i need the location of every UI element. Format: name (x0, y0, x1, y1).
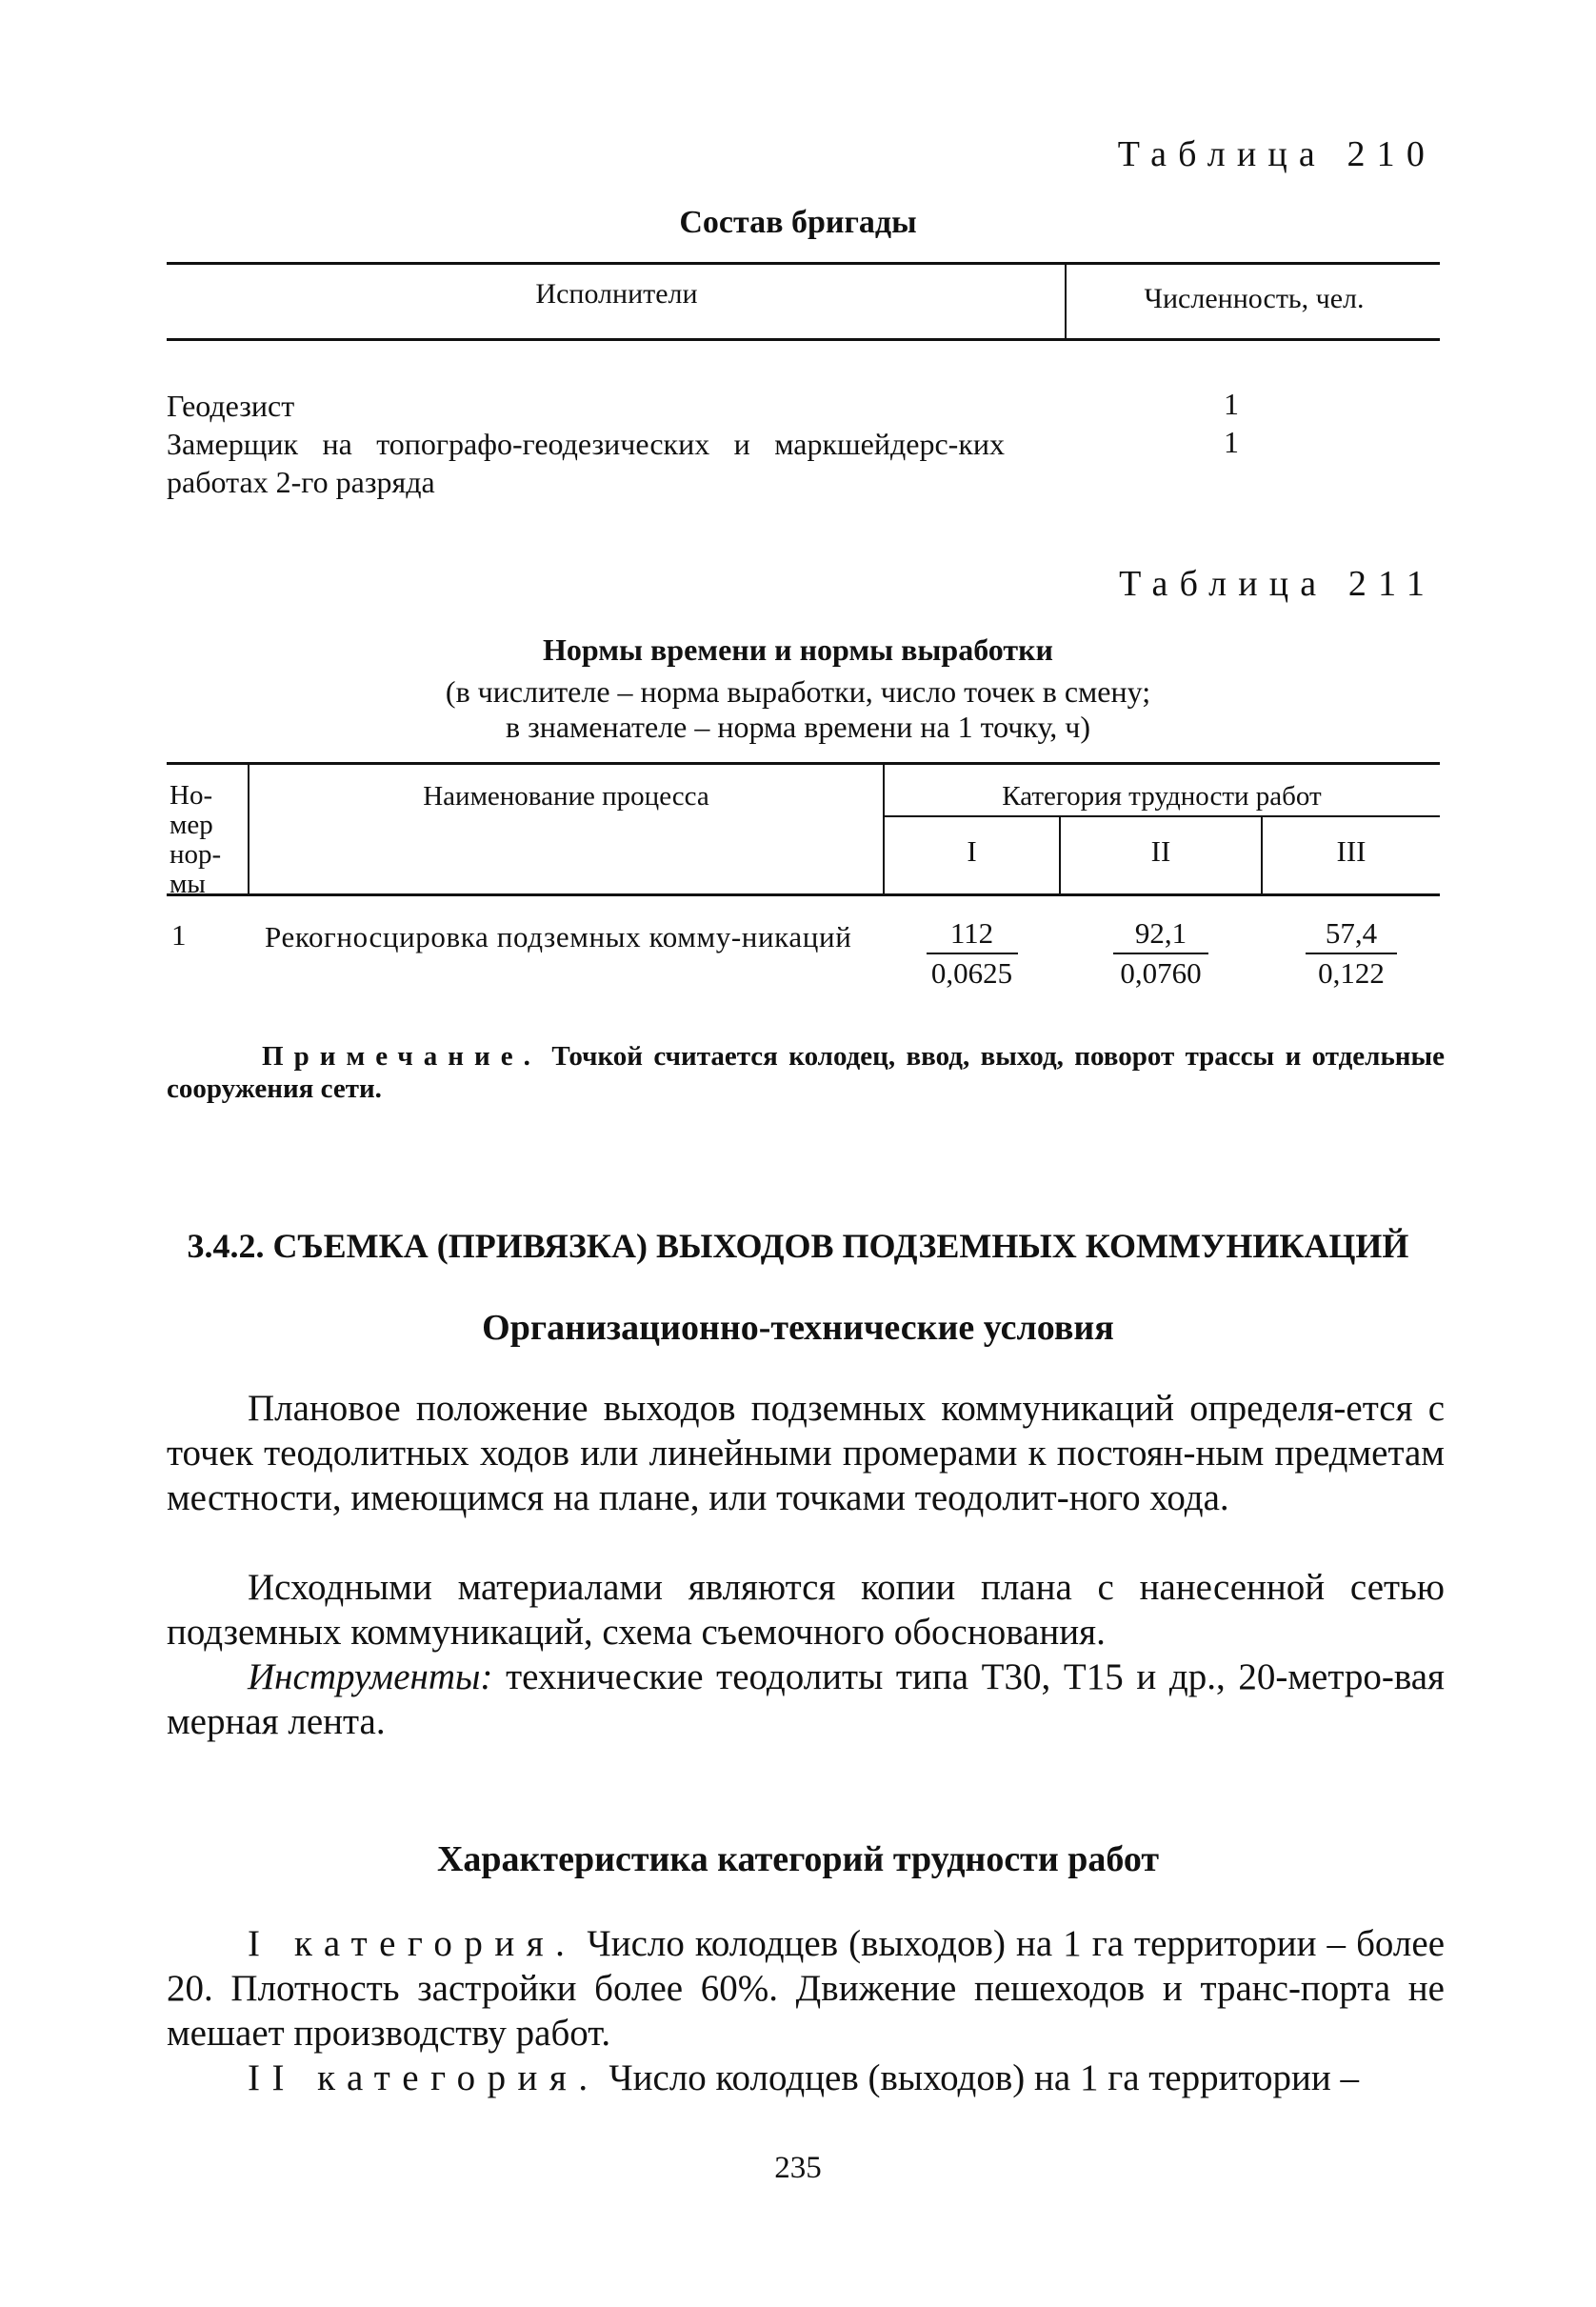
table-211-value-cat-ii (1061, 916, 1261, 991)
table-210-row-count: 1 (1224, 425, 1239, 459)
table-211-title: Нормы времени и нормы выработки (543, 632, 1053, 667)
table-211-value-cat-i (885, 916, 1059, 991)
table-210-header-rule (167, 338, 1440, 341)
norm-output: 112 (949, 916, 994, 950)
table-211-subtitle: (в числителе – норма выработки, число точек в смену; (445, 674, 1151, 709)
table-210-top-rule (167, 262, 1440, 265)
table-211-divider (883, 762, 885, 895)
table-211-value-cat-iii (1263, 916, 1440, 991)
table-211-label: Таблица 211 (1119, 564, 1436, 604)
norm-time: 0,0760 (1120, 956, 1202, 990)
note-text: Точкой считается колодец, ввод, выход, поворот трассы и отдельные сооружения сети. (167, 1041, 1446, 1104)
categories-title: Характеристика категорий трудности работ (436, 1839, 1160, 1879)
table-211-category-ii: II (1150, 834, 1171, 868)
norm-time: 0,122 (1318, 956, 1385, 990)
table-210-title: Состав бригады (679, 205, 917, 240)
section-title: 3.4.2. СЪЕМКА (ПРИВЯЗКА) ВЫХОДОВ ПОДЗЕМНЫХ КОММУНИКАЦИЙ (187, 1227, 1409, 1265)
table-211-row-process: Рекогносцировка подземных комму-никаций (265, 920, 852, 953)
page-number: 235 (774, 2151, 822, 2185)
fraction-bar (1113, 953, 1208, 954)
paragraph-instruments (167, 1655, 1445, 1744)
table-211-header-number: Но-мер нор-мы (170, 780, 222, 899)
fraction-bar (927, 953, 1018, 954)
instruments-lead: Инструменты: (248, 1656, 493, 1697)
table-210-label: Таблица 210 (1117, 134, 1436, 174)
category-ii-text: Число колодцев (выходов) на 1 га территории – (608, 2057, 1360, 2098)
table-211-header-rule (167, 893, 1440, 896)
table-210-row-name: Замерщик на топографо-геодезических и маркшейдерс-ких работах 2-го разряда (167, 427, 1005, 499)
table-211-header-process: Наименование процесса (423, 781, 709, 812)
table-211-top-rule (167, 762, 1440, 765)
table-211-row-number: 1 (171, 918, 187, 952)
table-210-row-name: Геодезист (167, 389, 295, 423)
paragraph-category-i (167, 1921, 1445, 2056)
paragraph-position: Плановое положение выходов подземных коммуникаций определя-ется с точек теодолитных ходов или линейными промерами к постоян-ным предметам местности, имеющимся на плане, или точками теодолит-ного хода. (167, 1388, 1445, 1518)
category-i-text: Число колодцев (выходов) на 1 га территории – более 20. Плотность застройки более 60%. Движение пешеходов и транс-порта не мешает производству работ. (167, 1923, 1445, 2054)
paragraph-category-ii (167, 2056, 1445, 2100)
norm-output: 57,4 (1325, 916, 1378, 950)
table-210-header-count: Численность, чел. (1144, 283, 1365, 314)
table-211-category-i: I (967, 834, 977, 868)
table-211-note (167, 1040, 1445, 1105)
note-prefix: Примечание. (262, 1041, 541, 1072)
category-ii-lead: II категория. (248, 2057, 600, 2098)
table-211-category-rule (883, 815, 1440, 817)
norm-time: 0,0625 (930, 956, 1013, 990)
table-211-category-iii: III (1336, 834, 1367, 868)
table-211-header-category: Категория трудности работ (1002, 781, 1322, 812)
table-210-row-count: 1 (1224, 387, 1239, 421)
paragraph-materials: Исходными материалами являются копии плана с нанесенной сетью подземных коммуникаций, схема съемочного обоснования. (167, 1567, 1445, 1653)
norm-output: 92,1 (1134, 916, 1187, 950)
table-210-header-performers: Исполнители (535, 278, 698, 310)
category-i-lead: I категория. (248, 1923, 577, 1964)
table-211-subtitle: в знаменателе – норма времени на 1 точку, ч) (505, 710, 1091, 744)
instruments-text: технические теодолиты типа Т30, Т15 и др., 20-метро-вая мерная лента. (167, 1656, 1445, 1742)
section-subtitle: Организационно-технические условия (482, 1308, 1114, 1348)
fraction-bar (1306, 953, 1397, 954)
